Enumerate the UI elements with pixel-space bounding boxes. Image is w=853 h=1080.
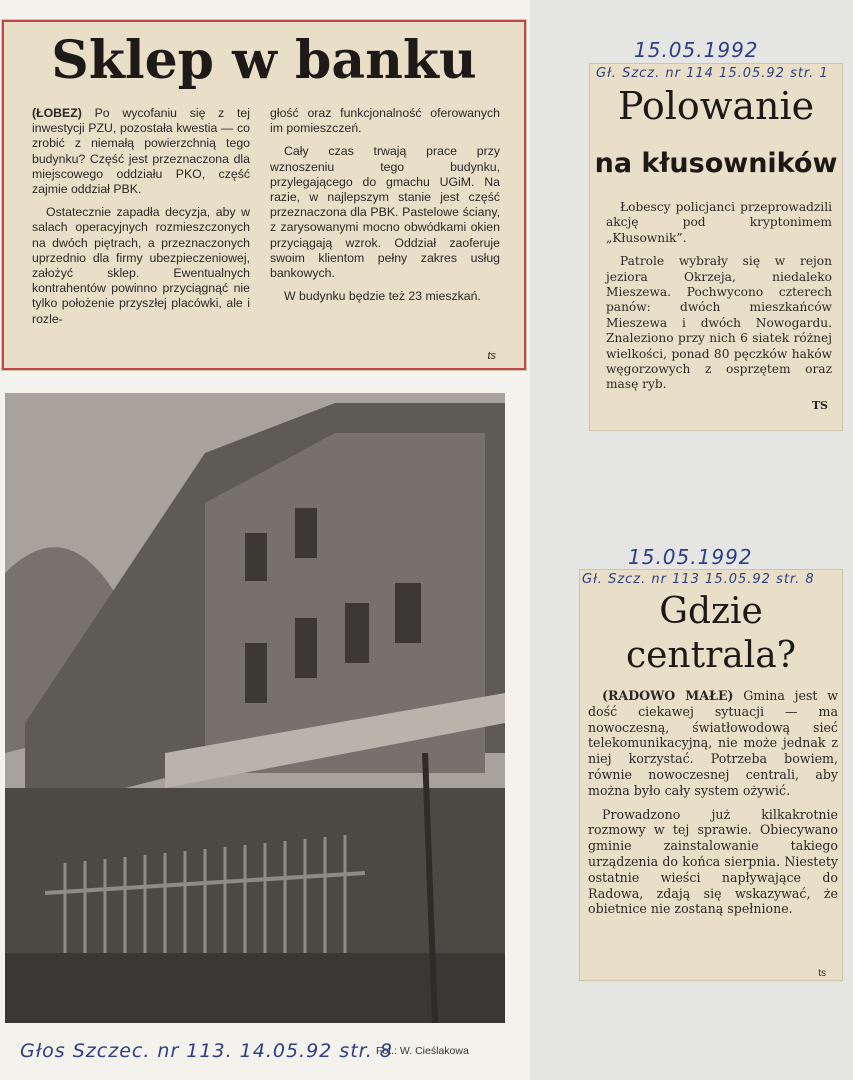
article-gdzie-centrala [580,570,842,980]
author-signature: ts [487,350,496,362]
photo-credit: Fot.: W. Cieślakowa [376,1045,469,1057]
paragraph: głość oraz funkcjonalność oferowanych im pomieszczeń. [270,106,500,136]
article-body [606,200,832,401]
article-title: Sklep w banku [51,30,477,91]
stamp-date: 15.05.1992 [628,545,753,569]
place-lead: (ŁOBEZ) [32,106,82,120]
paragraph: Cały czas trwają prace przy wznoszeniu tego budynku, przylegającego do gmachu UGiM. Na razie, w najlepszym stanie jest część przeznaczona dla PBK. Pastelowe ściany, z zarysowanymi mocno obwódkami okien przyciągają wzrok. Oddział zaoferuje swoim klientom pełny zakres usług bankowych. [270,144,500,281]
paragraph-text: Gmina jest w dość ciekawej sytuacji — ma nowoczesną, światłowodową sieć telekomunikacyjną, nie może jednak z niej korzystać. Potrzeba bowiem, równie nowoczesnej centrali, aby można było cały system ożywić. [588,688,838,798]
article-title [580,590,842,678]
article-title: Polowanie [617,84,815,128]
paragraph: Łobescy policjanci przeprowadzili akcję pod kryptonimem „Kłusownik”. [606,200,832,245]
paragraph [588,807,838,918]
handwritten-source-note: Gł. Szcz. nr 114 15.05.92 str. 1 [596,66,829,81]
stamp-date: 15.05.1992 [634,38,759,62]
paragraph [32,205,250,327]
article-sklep-w-banku [2,20,526,370]
paragraph-text: Prowadzono już kilkakrotnie rozmowy w tej sprawie. Obiecywano gminie zainstalowanie takiego urządzenia do końca sierpnia. Niestety ostatnie wieści napływające do Radowa, zdają się wskazywać, że obietnice nie zostaną spełnione. [588,806,838,917]
article-column-2 [270,106,500,312]
author-signature: ts [818,968,826,979]
paragraph-text: Po wycofaniu się z tej inwestycji PZU, pozostała kwestia — co zrobić z niemałą powierzchnią tego budynku? Część jest przeznaczona dla miejscowego oddziału PKO, część zajmie oddział PBK. [32,106,250,197]
article-column-1 [32,106,250,335]
article-subtitle: na kłusowników [594,148,838,179]
article-body [588,688,838,925]
author-signature: TS [811,399,828,412]
paragraph [588,688,838,799]
handwritten-source-note: Głos Szczec. nr 113. 14.05.92 str. 8 [20,1040,393,1062]
paragraph: Patrole wybrały się w rejon jeziora Okrzeja, niedaleko Mieszewa. Pochwycono czterech panów: dwóch mieszkańców Mieszewa i dwóch Nowogardu. Znaleziono przy nich 6 siatek różnej wielkości, ponad 80 pęczków haków węgorzowych z osprzętem oraz masę ryb. [606,254,832,392]
building-photo [5,393,505,1023]
title-line: centrala? [625,635,797,676]
handwritten-source-note: Gł. Szcz. nr 113 15.05.92 str. 8 [582,572,815,587]
place-lead: (RADOWO MAŁE) [602,688,734,703]
paragraph: W budynku będzie też 23 mieszkań. [284,289,481,304]
paragraph [32,106,250,197]
paragraph-text: Ostatecznie zapadła decyzja, aby w salach operacyjnych rozmieszczonych na dwóch piętrach, a przeznaczonych uprzednio dla firmy ubezpieczeniowej, założyć sklep. Ewentualnych kontrahentów powinno przyciągnąć nie tylko położenie przyszłej placówki, ale i rozle- [32,205,250,326]
title-line: Gdzie [659,591,763,632]
article-polowanie [590,64,842,430]
